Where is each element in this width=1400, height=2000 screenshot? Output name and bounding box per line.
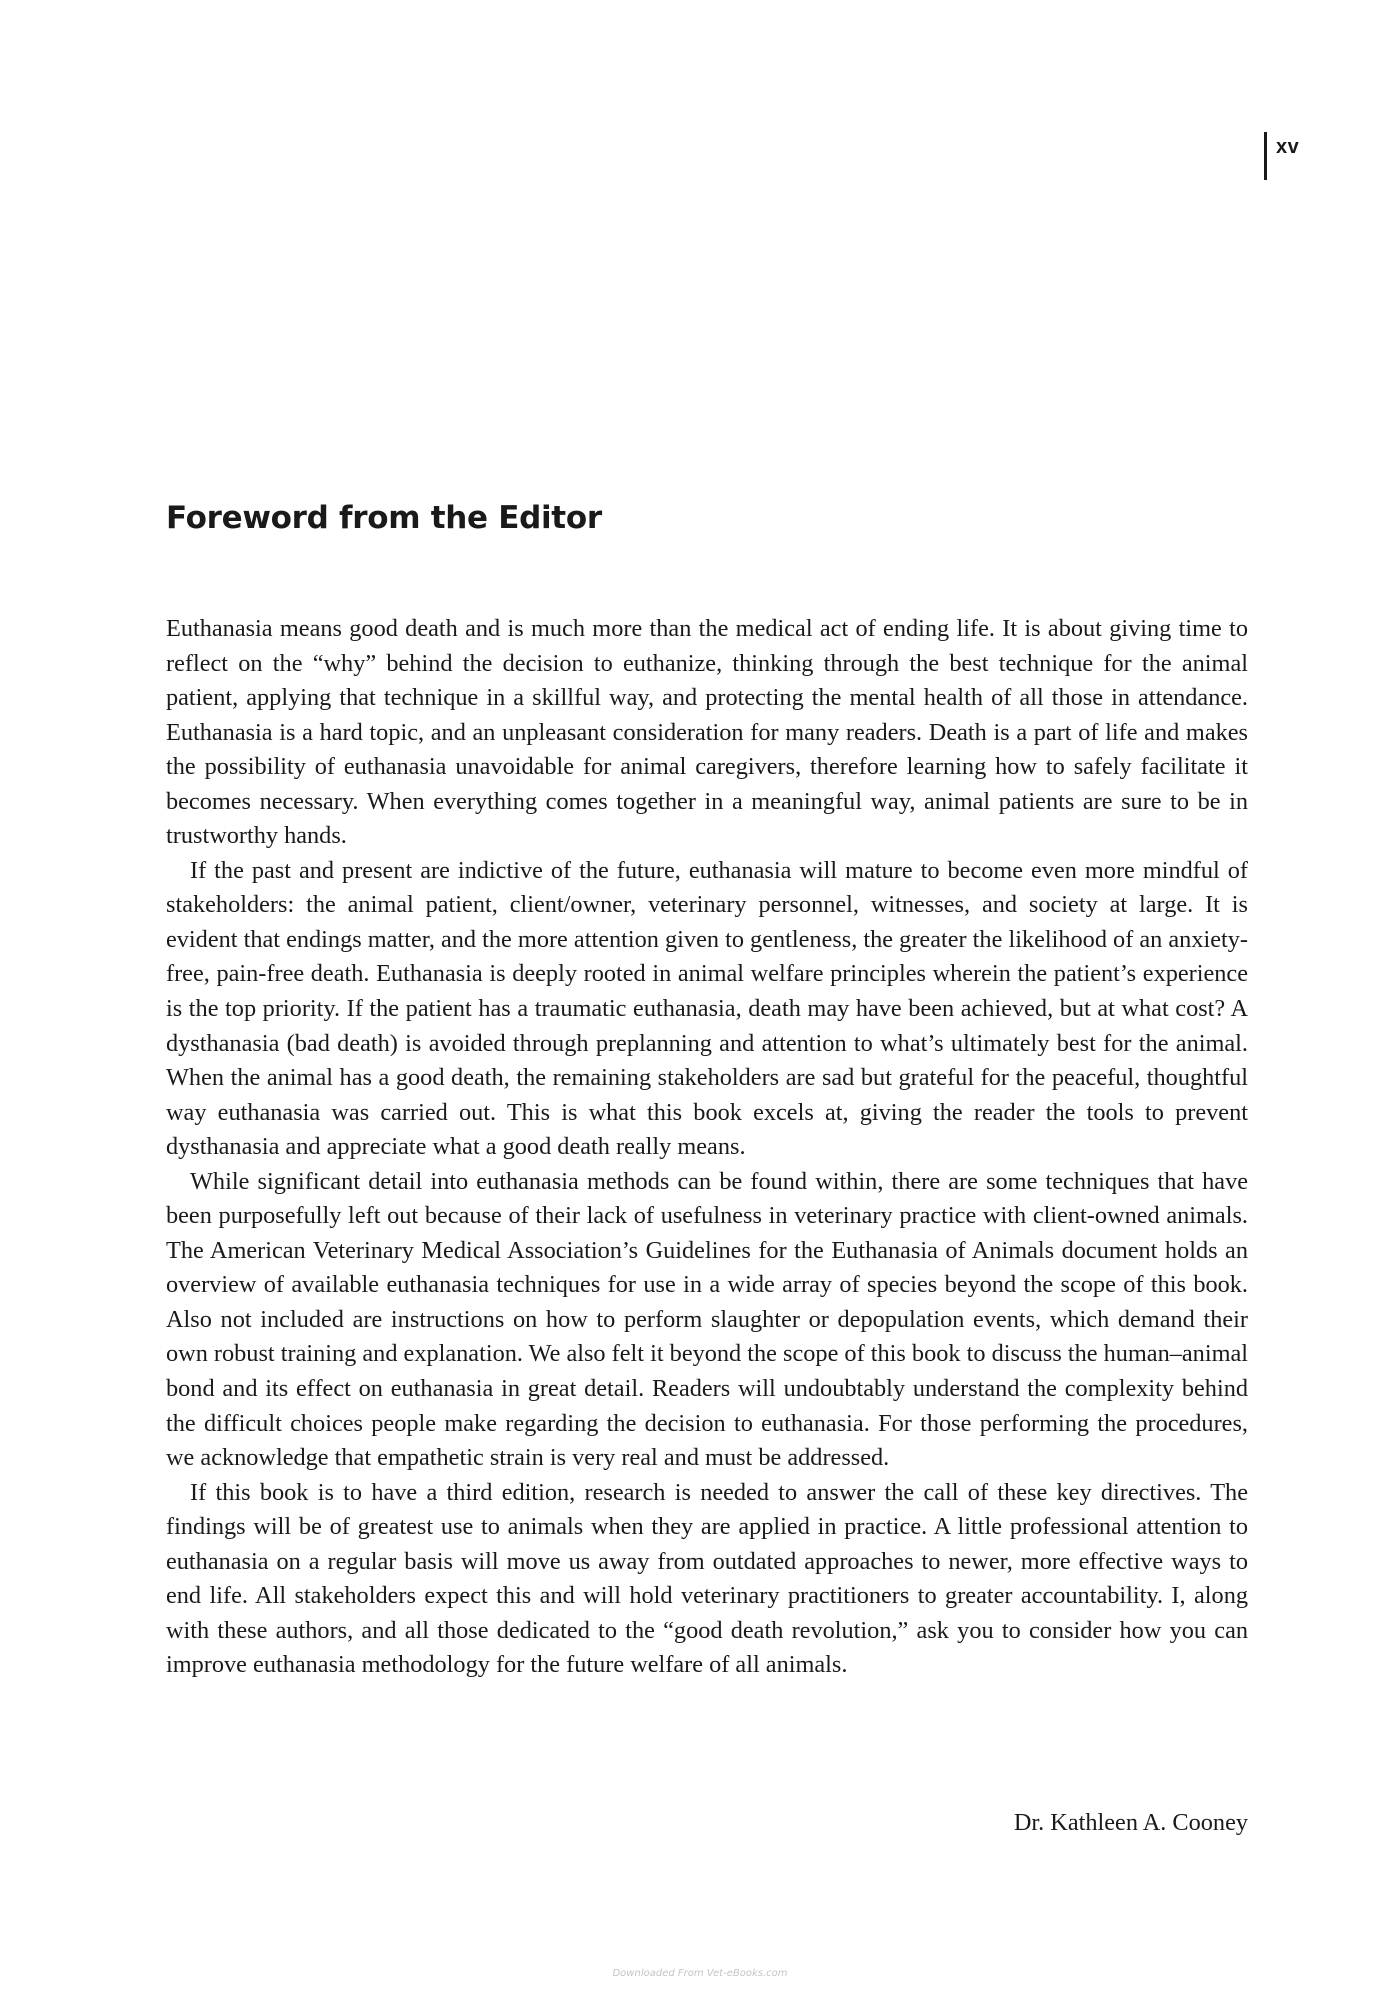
page-title: Foreword from the Editor — [166, 500, 602, 536]
foreword-body — [166, 612, 1248, 1683]
signature: Dr. Kathleen A. Cooney — [1013, 1809, 1248, 1836]
paragraph-1: Euthanasia means good death and is much more than the medical act of ending life. It is about giving time to reflect on the “why” behind the decision to euthanize, thinking through the best technique for the animal patient, applying that technique in a skillful way, and protecting the mental health of all those in attendance. Euthanasia is a hard topic, and an unpleasant consideration for many readers. Death is a part of life and makes the possibility of euthanasia unavoidable for animal caregivers, therefore learning how to safely facilitate it becomes necessary. When everything comes together in a meaningful way, animal patients are sure to be in trustworthy hands. — [166, 615, 1248, 850]
page-number: xv — [1276, 136, 1300, 158]
page-number-rule — [1264, 132, 1267, 180]
paragraph-2: If the past and present are indictive of the future, euthanasia will mature to become even more mindful of stakeholders: the animal patient, client/owner, veterinary personnel, witnesses, and society at large. It is evident that endings matter, and the more attention given to gentleness, the greater the likelihood of an anxiety-free, pain-free death. Euthanasia is deeply rooted in animal welfare principles wherein the patient’s experience is the top priority. If the patient has a traumatic euthanasia, death may have been achieved, but at what cost? A dysthanasia (bad death) is avoided through preplanning and attention to what’s ultimately best for the animal. When the animal has a good death, the remaining stakeholders are sad but grateful for the peaceful, thoughtful way euthanasia was carried out. This is what this book excels at, giving the reader the tools to prevent dysthanasia and appreciate what a good death really means. — [166, 856, 1248, 1161]
paragraph-4: If this book is to have a third edition, research is needed to answer the call of these key directives. The findings will be of greatest use to animals when they are applied in practice. A little professional attention to euthanasia on a regular basis will move us away from outdated approaches to newer, more effective ways to end life. All stakeholders expect this and will hold veterinary practitioners to greater accountability. I, along with these authors, and all those dedicated to the “good death revolution,” ask you to consider how you can improve euthanasia methodology for the future welfare of all animals. — [166, 1478, 1248, 1679]
paragraph-3: While significant detail into euthanasia methods can be found within, there are some techniques that have been purposefully left out because of their lack of usefulness in veterinary practice with client-owned animals. The American Veterinary Medical Association’s Guidelines for the Euthanasia of Animals document holds an overview of available euthanasia techniques for use in a wide array of species beyond the scope of this book. Also not included are instructions on how to perform slaughter or depopulation events, which demand their own robust training and explanation. We also felt it beyond the scope of this book to discuss the human–animal bond and its effect on euthanasia in great detail. Readers will undoubtably understand the complexity behind the difficult choices people make regarding the decision to euthanasia. For those performing the procedures, we acknowledge that empathetic strain is very real and must be addressed. — [166, 1167, 1248, 1472]
download-watermark: Downloaded From Vet-eBooks.com — [612, 1968, 788, 1979]
